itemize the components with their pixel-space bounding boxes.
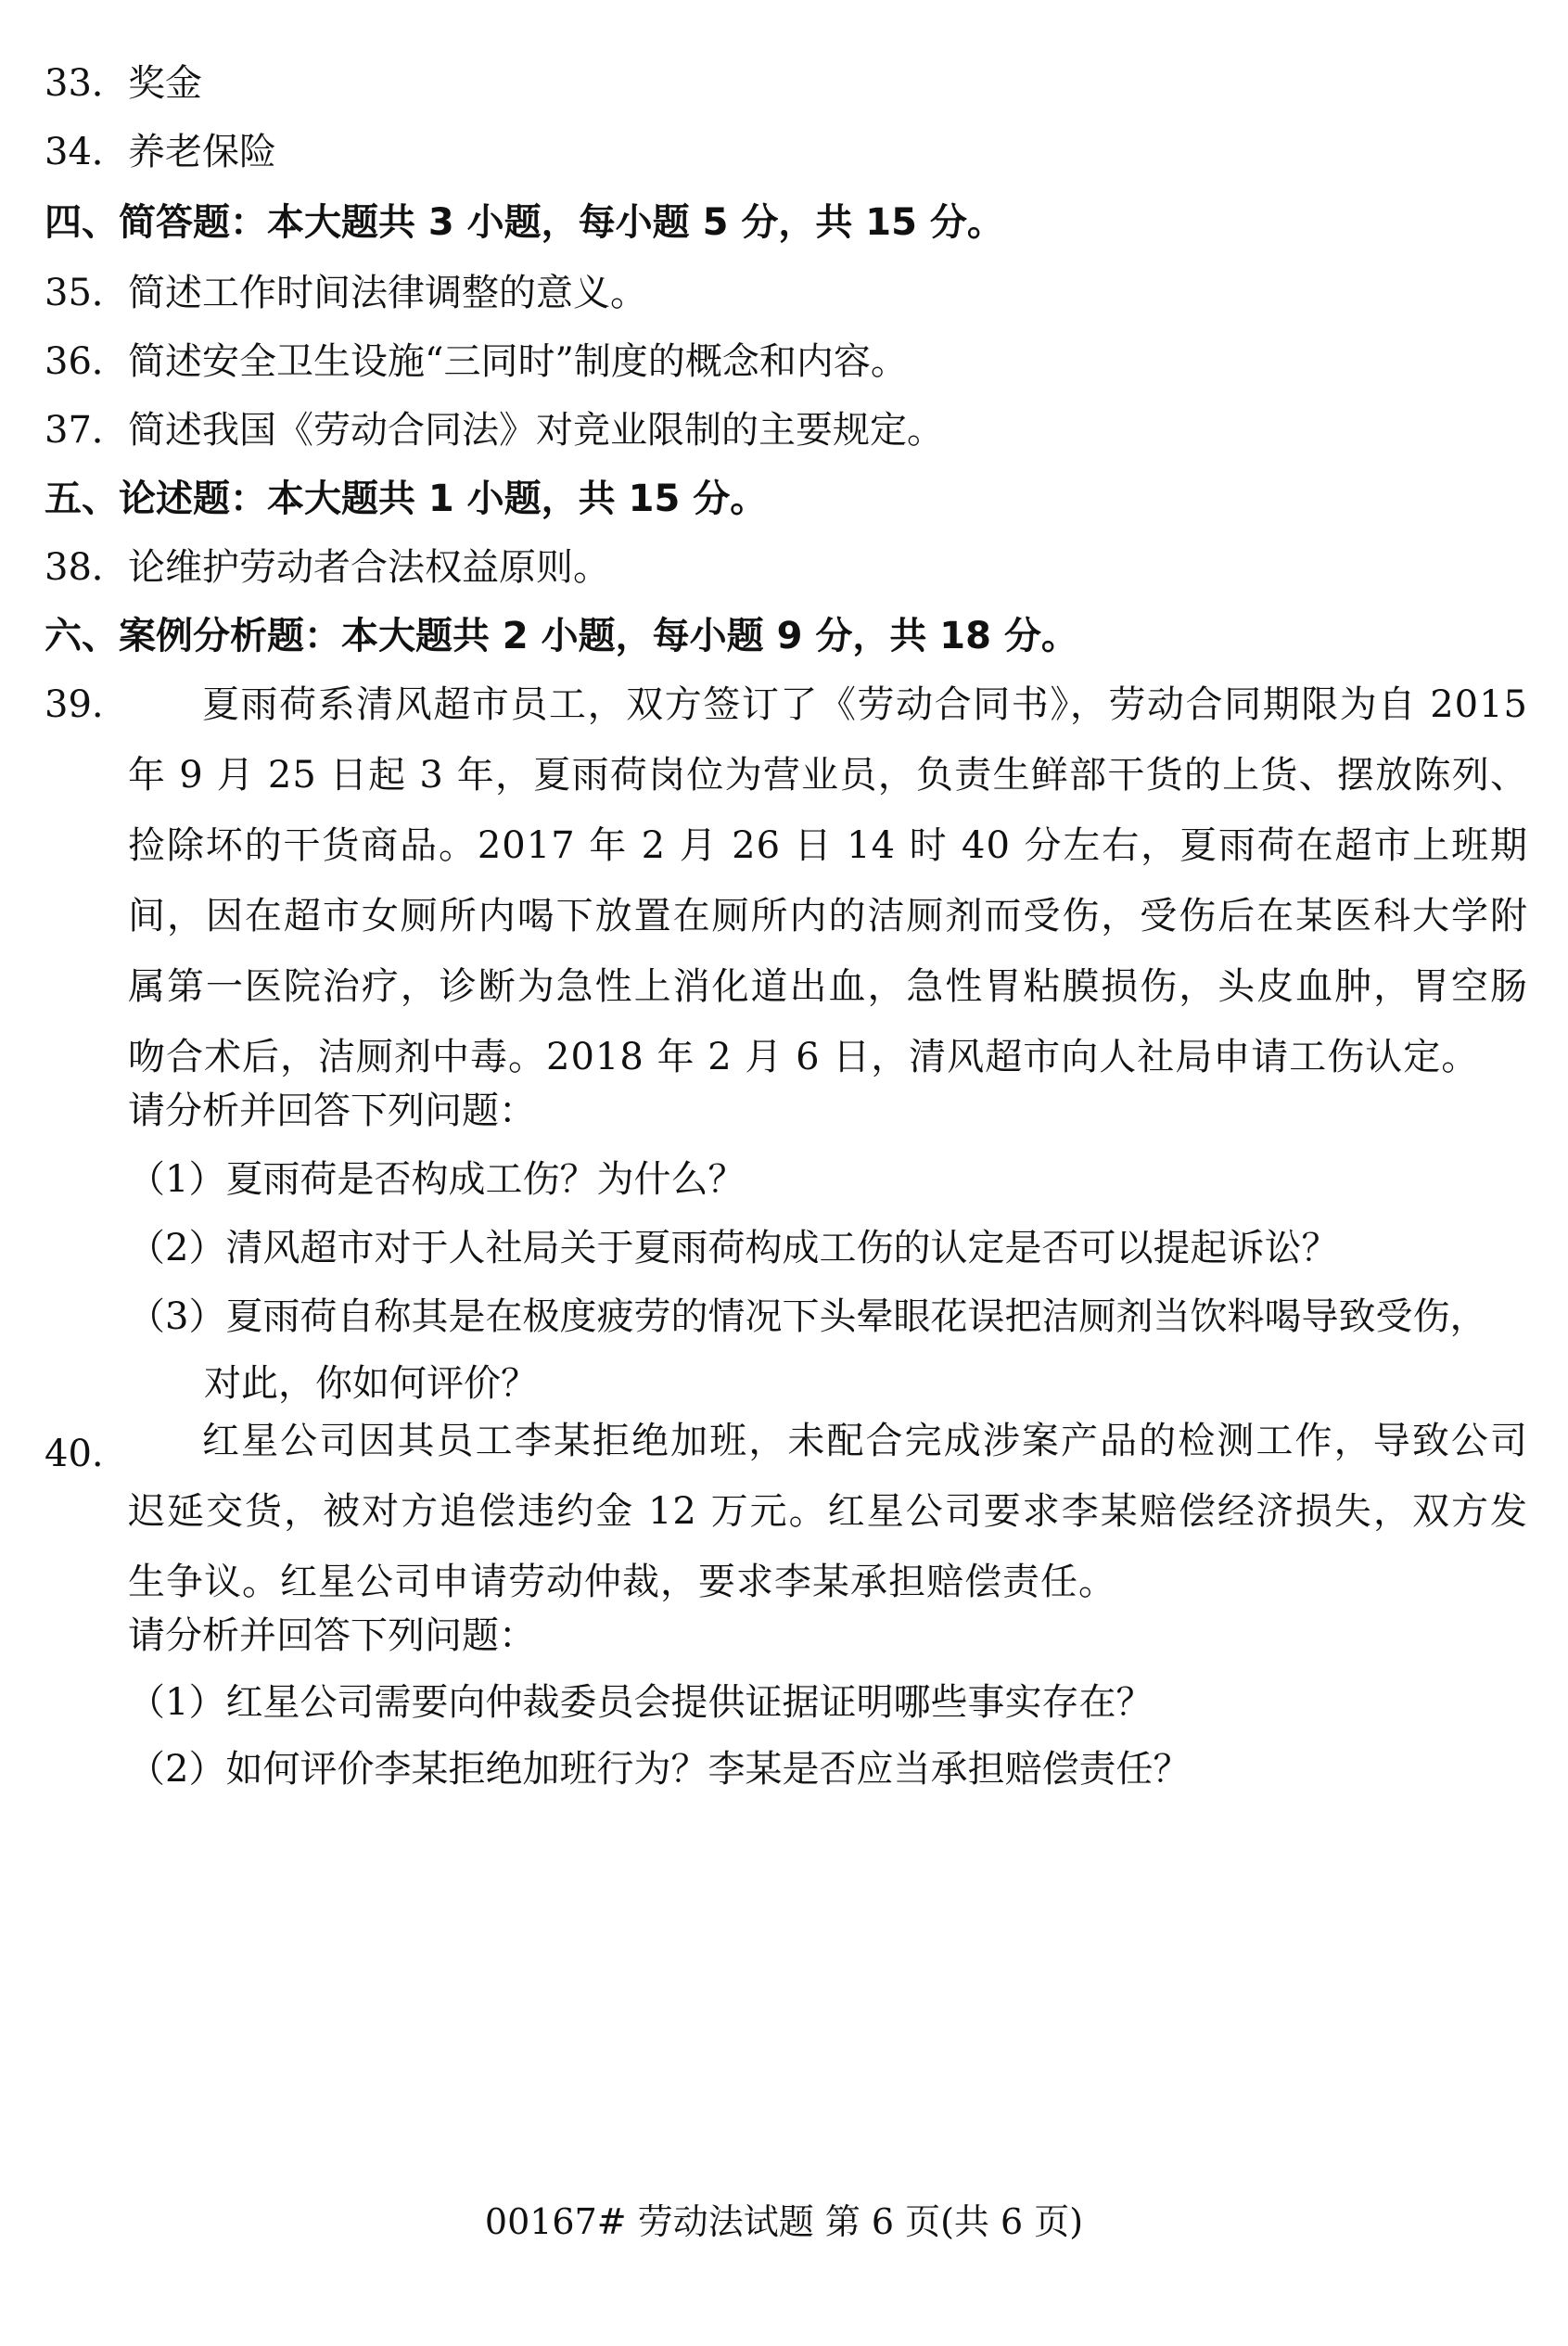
question-39-sub-2: （2）清风超市对于人社局关于夏雨荷构成工伤的认定是否可以提起诉讼？: [128, 1227, 1339, 1269]
question-text: 奖金: [128, 62, 202, 105]
question-39-number: 39.: [45, 683, 104, 726]
question-35: [45, 269, 647, 317]
question-39-sub-3-continued: 对此，你如何评价？: [204, 1362, 538, 1405]
question-text: 简述我国《劳动合同法》对竞业限制的主要规定。: [128, 409, 944, 452]
question-number: 37．: [45, 409, 129, 452]
question-39-case-text: 夏雨荷系清风超市员工，双方签订了《劳动合同书》，劳动合同期限为自 2015 年 9 月 25 日起 3 年，夏雨荷岗位为营业员，负责生鲜部干货的上货、摆放陈列、捡除坏的干货商品。2017 年 2 月 26 日 14 时 40 分左右，夏雨荷在超市上班期间，因在超市女厕所内喝下放置在厕所内的洁厕剂而受伤，受伤后在某医科大学附属第一医院治疗，诊断为急性上消化道出血，急性胃粘膜损伤，头皮血肿，胃空肠吻合术后，洁厕剂中毒。2018 年 2 月 6 日，清风超市向人社局申请工伤认定。: [128, 683, 1528, 1078]
question-39-prompt: 请分析并回答下列问题：: [128, 1090, 536, 1132]
question-number: 38．: [45, 546, 129, 589]
question-text: 论维护劳动者合法权益原则。: [128, 546, 610, 589]
question-40-sub-1: （1）红星公司需要向仲裁委员会提供证据证明哪些事实存在？: [128, 1681, 1154, 1724]
section-heading-case-analysis: 六、案例分析题：本大题共 2 小题，每小题 9 分，共 18 分。: [45, 615, 1078, 657]
section-heading-essay: 五、论述题：本大题共 1 小题，共 15 分。: [45, 478, 768, 520]
question-39-sub-1: （1）夏雨荷是否构成工伤？为什么？: [128, 1158, 746, 1201]
question-number: 34．: [45, 131, 129, 173]
question-text: 养老保险: [128, 131, 276, 173]
question-number: 35．: [45, 272, 129, 314]
question-33: [45, 59, 202, 108]
question-40-case-text: 红星公司因其员工李某拒绝加班，未配合完成涉案产品的检测工作，导致公司迟延交货，被对方追偿违约金 12 万元。红星公司要求李某赔偿经济损失，双方发生争议。红星公司申请劳动仲裁，要求李某承担赔偿责任。: [128, 1420, 1528, 1603]
section-heading-short-answer: 四、简答题：本大题共 3 小题，每小题 5 分，共 15 分。: [45, 201, 1004, 244]
question-34: [45, 128, 276, 176]
page-footer: 00167# 劳动法试题 第 6 页(共 6 页): [484, 2201, 1084, 2242]
question-37: [45, 406, 944, 454]
question-40-number: 40.: [45, 1433, 104, 1475]
question-39-sub-3: （3）夏雨荷自称其是在极度疲劳的情况下头晕眼花误把洁厕剂当饮料喝导致受伤，: [128, 1295, 1487, 1338]
question-text: 简述工作时间法律调整的意义。: [128, 272, 647, 314]
question-text: 简述安全卫生设施“三同时”制度的概念和内容。: [128, 340, 908, 383]
question-number: 33．: [45, 62, 129, 105]
question-38: [45, 543, 610, 592]
question-36: [45, 338, 908, 386]
question-40-sub-2: （2）如何评价李某拒绝加班行为？李某是否应当承担赔偿责任？: [128, 1748, 1191, 1791]
question-number: 36．: [45, 340, 129, 383]
question-40-prompt: 请分析并回答下列问题：: [128, 1614, 536, 1657]
